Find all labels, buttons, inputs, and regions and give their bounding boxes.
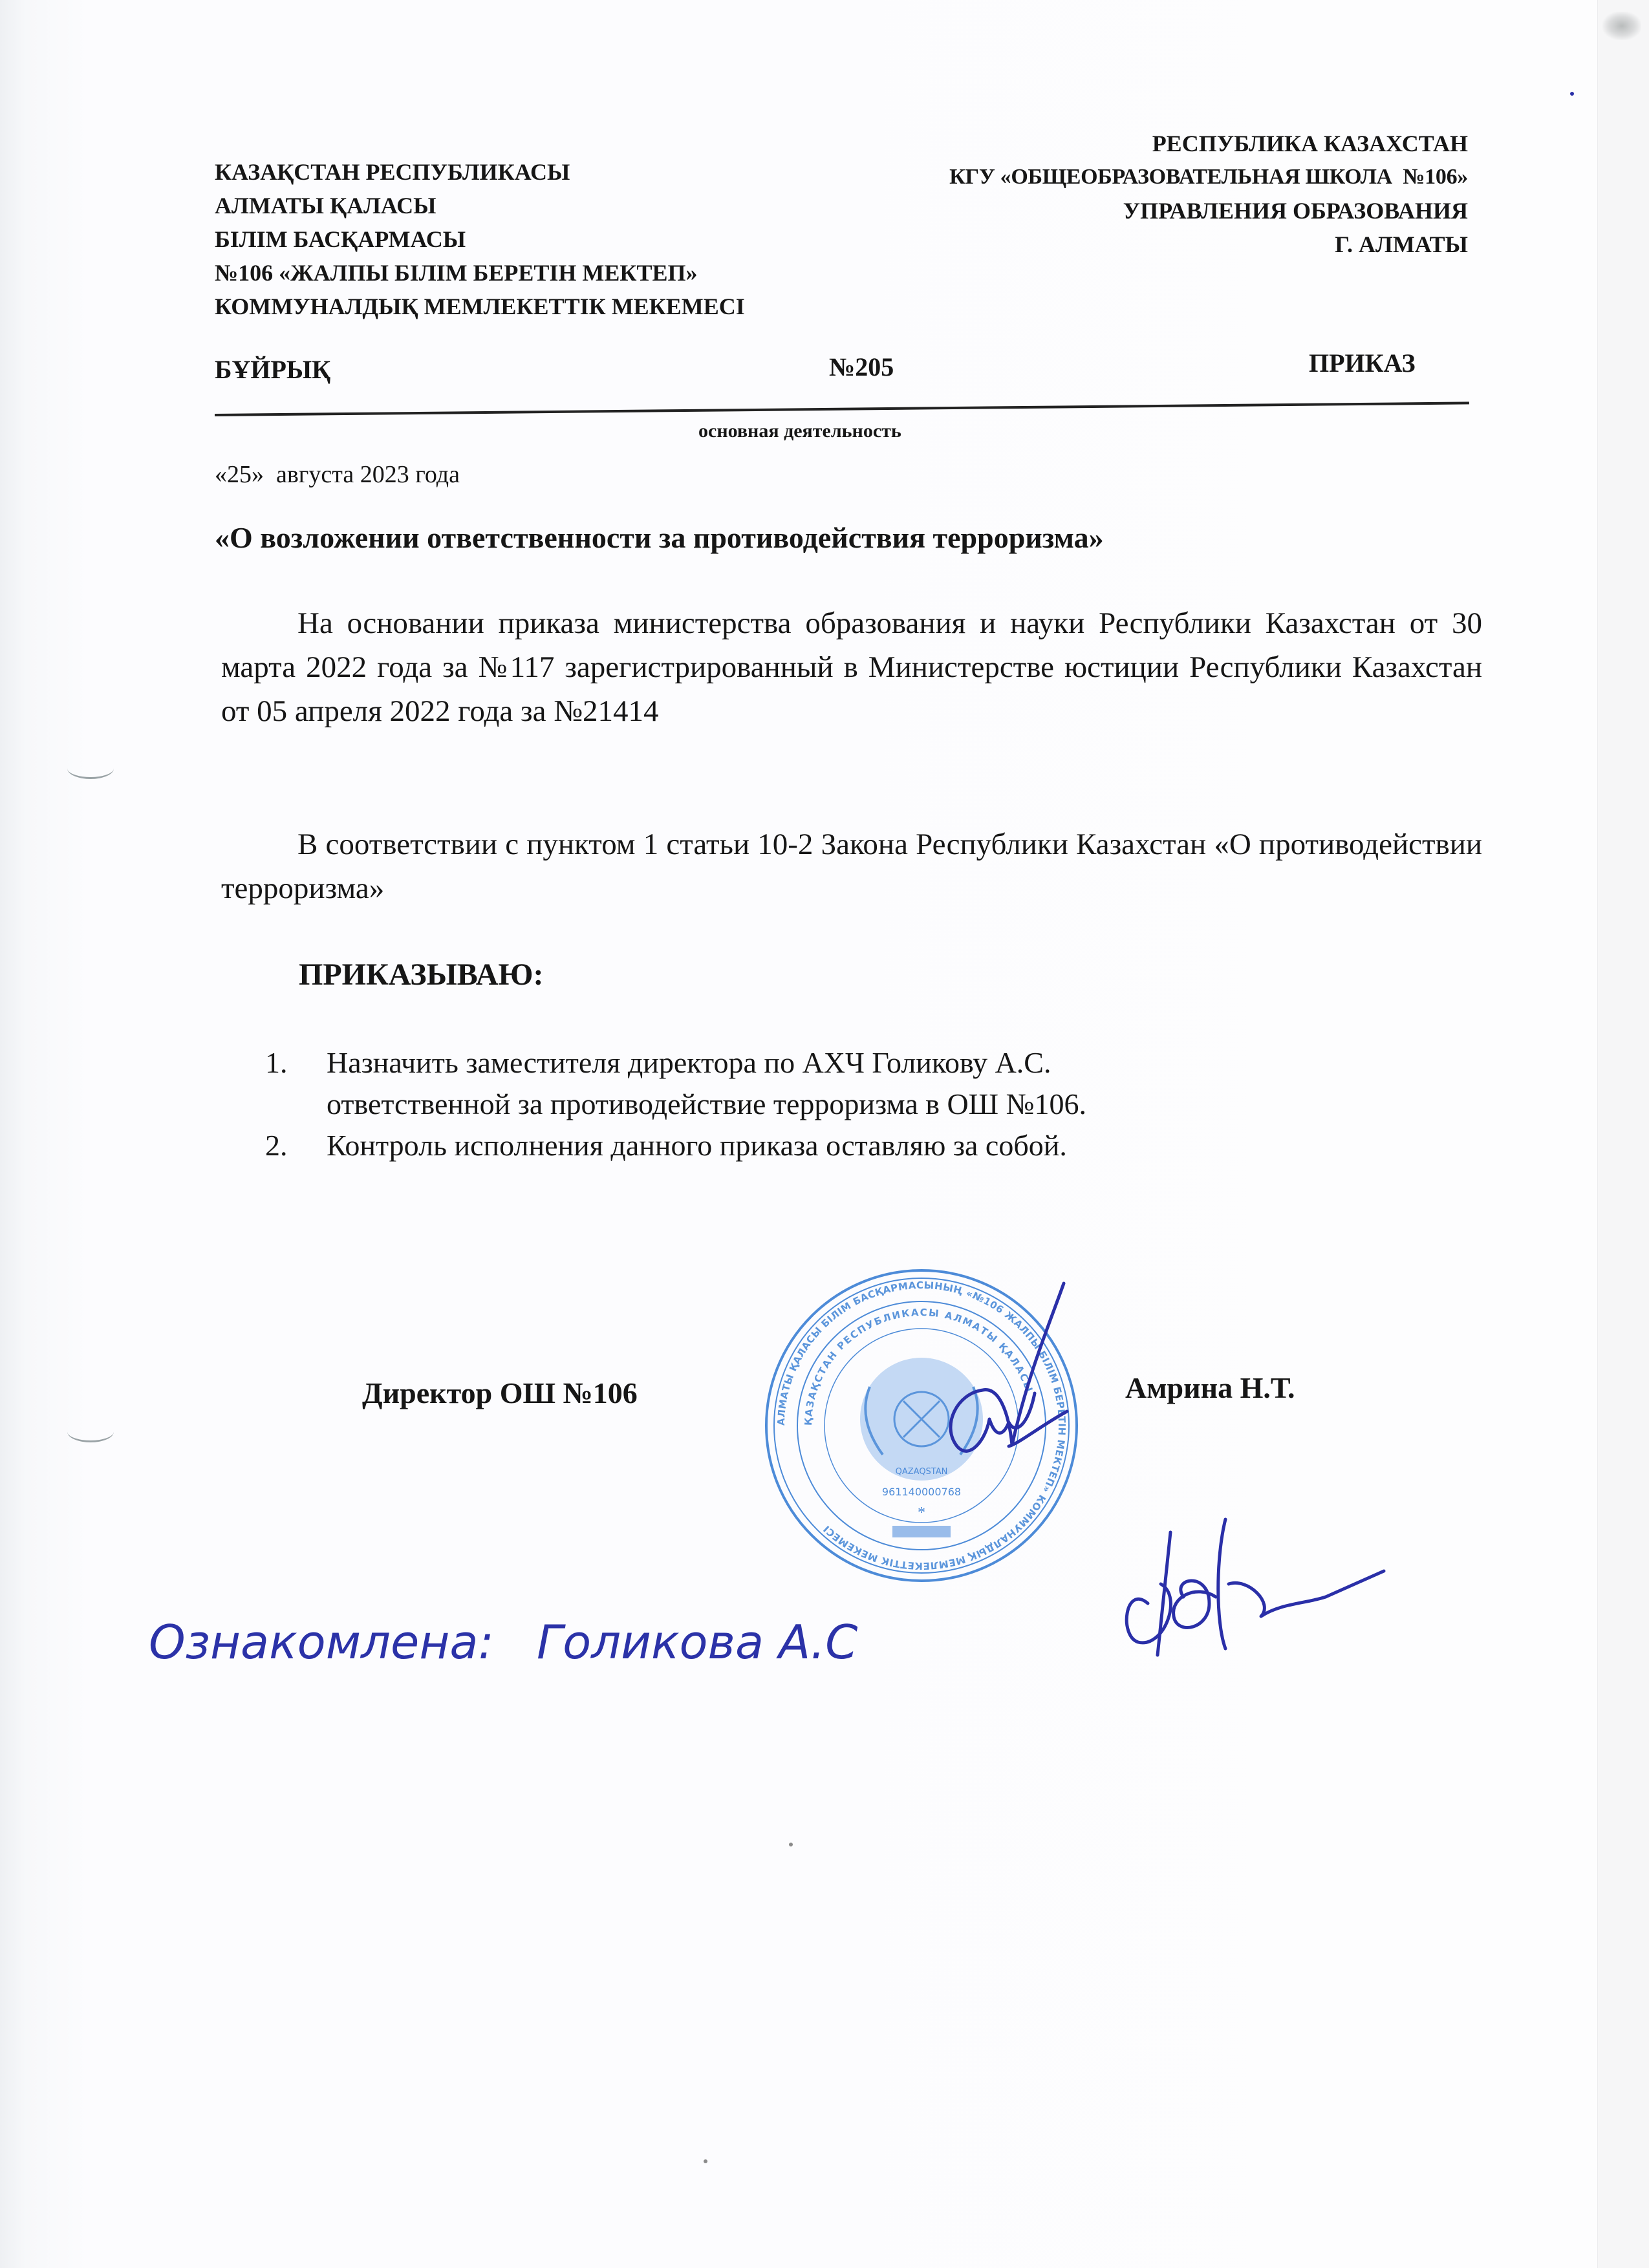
header-right: [879, 127, 1468, 261]
punch-hole-bottom: [67, 1421, 114, 1442]
stamp-inner-text: ҚАЗАҚСТАН РЕСПУБЛИКАСЫ АЛМАТЫ ҚАЛАСЫ: [802, 1306, 1036, 1426]
order-date: «25» августа 2023 года: [215, 461, 460, 488]
order-word: ПРИКАЗЫВАЮ:: [299, 957, 544, 992]
paragraph-basis: [221, 601, 1482, 733]
punch-hole-top: [67, 758, 114, 779]
order-item: [265, 1125, 1086, 1166]
header-right-line: КГУ «ОБЩЕОБРАЗОВАТЕЛЬНАЯ ШКОЛА №106»: [949, 165, 1468, 189]
ink-speck: [1570, 92, 1574, 96]
header-right-line: РЕСПУБЛИКА КАЗАХСТАН: [1152, 131, 1468, 156]
order-item-line: Назначить заместителя директора по АХЧ Голикову А.С.: [327, 1046, 1051, 1079]
paragraph-law: [221, 822, 1482, 910]
order-row: [215, 349, 1468, 388]
scan-speck: [704, 2159, 707, 2163]
order-item-line: Контроль исполнения данного приказа оставляю за собой.: [327, 1129, 1067, 1162]
order-items: [265, 1042, 1086, 1166]
activity-type: основная деятельность: [698, 420, 901, 442]
acknowledged-label: Ознакомлена:: [149, 1615, 494, 1669]
paragraph-law-text: В соответствии с пунктом 1 статьи 10-2 Закона Республики Казахстан «О противодействии терроризма»: [221, 828, 1482, 905]
header-right-line: УПРАВЛЕНИЯ ОБРАЗОВАНИЯ: [1123, 198, 1468, 224]
emblem-text: QAZAQSTAN: [895, 1467, 948, 1477]
order-number: №205: [829, 352, 894, 381]
header-left-line: АЛМАТЫ ҚАЛАСЫ: [215, 193, 436, 219]
order-item-line: ответственной за противодействие терроризма в ОШ №106.: [327, 1087, 1086, 1120]
signature-position: Директор ОШ №106: [362, 1376, 638, 1409]
header-left-line: КАЗАҚСТАН РЕСПУБЛИКАСЫ: [215, 159, 570, 185]
acknowledgement-name-handwriting: [530, 1597, 983, 1687]
order-label-ru: ПРИКАЗ: [1309, 348, 1416, 378]
header-left: [215, 155, 861, 323]
director-signature: [879, 1277, 1093, 1510]
header-left-line: БІЛІМ БАСҚАРМАСЫ: [215, 226, 466, 252]
order-item-number: 2.: [265, 1129, 288, 1162]
scan-smudge: [1602, 12, 1641, 40]
order-label-kz: БҰЙРЫҚ: [215, 355, 331, 384]
order-item: [265, 1042, 1086, 1125]
paragraph-basis-text: На основании приказа министерства образования и науки Республики Казахстан от 30 марта 2022 года за №117 зарегистрированный в Министерстве юстиции Республики Казахстан от 05 апреля 2022 года за №21414: [221, 606, 1482, 728]
header-right-line: Г. АЛМАТЫ: [1335, 231, 1468, 257]
document-title: «О возложении ответственности за противодействия терроризма»: [215, 521, 1104, 554]
svg-text:*: *: [918, 1504, 925, 1521]
stamp-bin: 961140000768: [881, 1486, 962, 1498]
acknowledger-signature: [1112, 1506, 1410, 1674]
scan-speck: [789, 1843, 793, 1846]
header-left-line: КОММУНАЛДЫҚ МЕМЛЕКЕТТІК МЕКЕМЕСІ: [215, 294, 745, 319]
signature-name: Амрина Н.Т.: [1125, 1371, 1295, 1404]
scan-edge: [1597, 0, 1649, 2268]
acknowledged-name: Голикова А.С: [537, 1615, 858, 1669]
stamp-outer-text: АЛМАТЫ ҚАЛАСЫ БІЛІМ БАСҚАРМАСЫНЫҢ «№106 ЖАЛПЫ БІЛІМ БЕРЕТІН МЕКТЕП» КОММУНАЛДЫҚ МЕМЛЕКЕТТІК МЕКЕМЕСІ: [775, 1279, 1068, 1572]
header-left-line: №106 «ЖАЛПЫ БІЛІМ БЕРЕТІН МЕКТЕП»: [215, 260, 698, 286]
order-item-number: 1.: [265, 1046, 288, 1079]
